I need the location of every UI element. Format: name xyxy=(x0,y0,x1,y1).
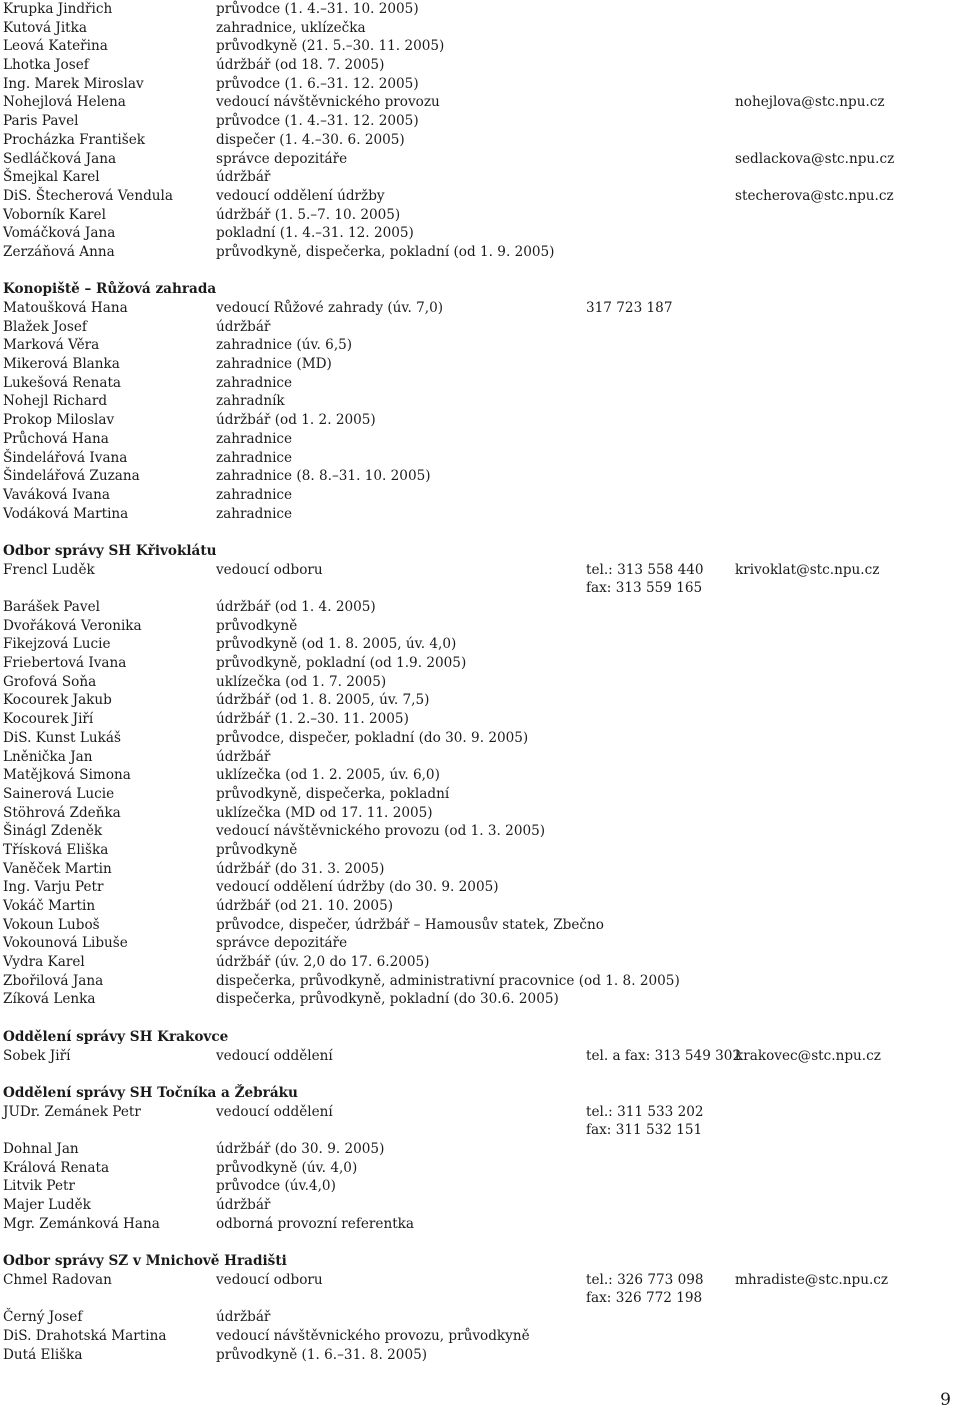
staff-row xyxy=(3,374,953,393)
staff-name: Mikerová Blanka xyxy=(3,356,120,373)
staff-row xyxy=(3,673,953,692)
staff-role: průvodce, dispečer, údržbář – Hamousův statek, Zbečno xyxy=(216,916,604,933)
staff-role: zahradnice xyxy=(216,486,293,503)
staff-row xyxy=(3,355,953,374)
staff-name: Zbořilová Jana xyxy=(3,972,104,989)
staff-row xyxy=(3,93,953,112)
staff-row xyxy=(3,243,953,262)
staff-row xyxy=(3,336,953,355)
section-heading-text: Oddělení správy SH Točníka a Žebráku xyxy=(3,1084,298,1101)
staff-row xyxy=(3,1196,953,1215)
staff-phone: tel.: 311 533 202 xyxy=(586,1103,704,1120)
staff-row xyxy=(3,1271,953,1290)
staff-row xyxy=(3,411,953,430)
staff-row xyxy=(3,430,953,449)
section-heading xyxy=(3,1252,953,1271)
staff-name: Lhotka Josef xyxy=(3,57,89,74)
staff-role: dispečer (1. 4.–30. 6. 2005) xyxy=(216,131,405,148)
staff-name: Leová Kateřina xyxy=(3,38,108,55)
staff-row xyxy=(3,392,953,411)
staff-email: sedlackova@stc.npu.cz xyxy=(735,150,895,167)
staff-role: údržbář xyxy=(216,1197,271,1213)
staff-name: Majer Luděk xyxy=(3,1197,91,1213)
staff-role: průvodkyně (21. 5.–30. 11. 2005) xyxy=(216,38,445,55)
staff-row xyxy=(3,467,953,486)
staff-role: vedoucí návštěvnického provozu (od 1. 3. 2005) xyxy=(216,823,546,840)
staff-role: průvodkyně xyxy=(216,841,298,858)
staff-name: Sainerová Lucie xyxy=(3,785,115,802)
staff-name: Kocourek Jakub xyxy=(3,692,112,709)
section-spacer xyxy=(3,1065,953,1084)
staff-row xyxy=(3,804,953,823)
staff-row xyxy=(3,1140,953,1159)
staff-row xyxy=(3,150,953,169)
staff-role: průvodce (úv.4,0) xyxy=(216,1178,336,1195)
staff-name: Dvořáková Veronika xyxy=(3,617,142,634)
staff-row xyxy=(3,897,953,916)
staff-row xyxy=(3,1289,953,1308)
staff-name: Šmejkal Karel xyxy=(3,169,100,186)
staff-row xyxy=(3,131,953,150)
staff-role: údržbář (od 21. 10. 2005) xyxy=(216,898,394,914)
staff-email: krivoklat@stc.npu.cz xyxy=(735,561,880,578)
staff-row xyxy=(3,953,953,972)
section-heading xyxy=(3,1084,953,1103)
staff-row xyxy=(3,224,953,243)
staff-role: vedoucí návštěvnického provozu xyxy=(216,94,440,111)
staff-role: údržbář xyxy=(216,169,271,186)
staff-row xyxy=(3,318,953,337)
staff-row xyxy=(3,934,953,953)
staff-row xyxy=(3,75,953,94)
staff-name: Vaváková Ivana xyxy=(3,486,110,503)
staff-name: Nohejlová Helena xyxy=(3,94,126,111)
staff-email: mhradiste@stc.npu.cz xyxy=(735,1271,889,1288)
staff-row xyxy=(3,112,953,131)
staff-role: správce depozitáře xyxy=(216,935,348,952)
staff-row xyxy=(3,990,953,1009)
staff-role: průvodkyně, pokladní (od 1.9. 2005) xyxy=(216,655,467,672)
staff-row xyxy=(3,449,953,468)
staff-role: uklízečka (od 1. 2. 2005, úv. 6,0) xyxy=(216,767,440,784)
staff-role: odborná provozní referentka xyxy=(216,1215,415,1232)
staff-role: údržbář xyxy=(216,318,271,335)
staff-name: Krupka Jindřich xyxy=(3,1,113,17)
staff-row xyxy=(3,299,953,318)
staff-row xyxy=(3,916,953,935)
staff-name: Matoušková Hana xyxy=(3,300,128,316)
staff-role: vedoucí oddělení xyxy=(216,1047,333,1064)
staff-role: dispečerka, průvodkyně, pokladní (do 30.6. 2005) xyxy=(216,991,559,1008)
staff-name: Chmel Radovan xyxy=(3,1271,112,1288)
staff-name: Průchová Hana xyxy=(3,430,109,447)
staff-role: průvodce (1. 6.–31. 12. 2005) xyxy=(216,75,419,92)
staff-name: Friebertová Ivana xyxy=(3,655,127,672)
staff-role: průvodkyně (od 1. 8. 2005, úv. 4,0) xyxy=(216,636,457,653)
staff-row xyxy=(3,0,953,19)
staff-row xyxy=(3,206,953,225)
staff-name: Dohnal Jan xyxy=(3,1140,79,1157)
staff-name: Mgr. Zemánková Hana xyxy=(3,1215,160,1232)
staff-row xyxy=(3,654,953,673)
section-heading-text: Konopiště – Růžová zahrada xyxy=(3,281,217,298)
staff-role: zahradnice xyxy=(216,449,293,466)
staff-row xyxy=(3,579,953,598)
staff-role: průvodce, dispečer, pokladní (do 30. 9. 2005) xyxy=(216,729,529,746)
staff-name: Voborník Karel xyxy=(3,206,106,223)
staff-row xyxy=(3,691,953,710)
staff-name: Blažek Josef xyxy=(3,318,87,335)
staff-role: údržbář (od 18. 7. 2005) xyxy=(216,57,385,74)
staff-phone: fax: 326 772 198 xyxy=(586,1290,703,1307)
staff-row xyxy=(3,635,953,654)
staff-name: Stöhrová Zdeňka xyxy=(3,804,121,821)
staff-row xyxy=(3,710,953,729)
staff-role: údržbář (od 1. 2. 2005) xyxy=(216,412,376,429)
staff-email: stecherova@stc.npu.cz xyxy=(735,187,894,204)
staff-role: údržbář (do 31. 3. 2005) xyxy=(216,860,385,877)
staff-name: Vomáčková Jana xyxy=(3,225,116,242)
staff-role: zahradnice xyxy=(216,505,293,522)
section-spacer xyxy=(3,523,953,542)
staff-row xyxy=(3,1177,953,1196)
staff-name: Kocourek Jiří xyxy=(3,711,94,728)
staff-row xyxy=(3,56,953,75)
staff-name: DiS. Kunst Lukáš xyxy=(3,729,121,746)
staff-row xyxy=(3,505,953,524)
staff-role: vedoucí odboru xyxy=(216,1271,323,1288)
staff-name: Zerzáňová Anna xyxy=(3,243,115,260)
staff-name: JUDr. Zemánek Petr xyxy=(3,1103,141,1120)
staff-row xyxy=(3,1327,953,1346)
staff-role: údržbář (1. 5.–7. 10. 2005) xyxy=(216,206,401,223)
staff-name: DiS. Drahotská Martina xyxy=(3,1327,167,1344)
staff-email: nohejlova@stc.npu.cz xyxy=(735,94,885,111)
staff-role: průvodkyně, dispečerka, pokladní (od 1. 9. 2005) xyxy=(216,243,555,260)
staff-role: vedoucí oddělení údržby xyxy=(216,187,385,204)
section-spacer xyxy=(3,1233,953,1252)
staff-row xyxy=(3,617,953,636)
staff-name: Marková Věra xyxy=(3,337,100,354)
staff-row xyxy=(3,972,953,991)
staff-name: DiS. Štecherová Vendula xyxy=(3,187,174,204)
staff-name: Šindelářová Zuzana xyxy=(3,468,140,485)
staff-role: průvodce (1. 4.–31. 10. 2005) xyxy=(216,1,419,17)
staff-role: zahradnice (8. 8.–31. 10. 2005) xyxy=(216,468,431,485)
staff-name: Vydra Karel xyxy=(3,954,85,971)
staff-name: Vokoun Luboš xyxy=(3,916,100,933)
staff-name: Ing. Marek Miroslav xyxy=(3,75,144,92)
staff-row xyxy=(3,561,953,580)
section-heading xyxy=(3,542,953,561)
staff-name: Vokáč Martin xyxy=(3,898,96,914)
staff-name: Nohejl Richard xyxy=(3,393,108,410)
staff-row xyxy=(3,168,953,187)
staff-name: Prokop Miloslav xyxy=(3,412,115,429)
staff-row xyxy=(3,598,953,617)
staff-role: zahradnice (MD) xyxy=(216,356,332,373)
staff-role: vedoucí odboru xyxy=(216,561,323,578)
staff-name: Dutá Eliška xyxy=(3,1346,83,1363)
staff-role: uklízečka (MD od 17. 11. 2005) xyxy=(216,804,433,821)
staff-name: Sobek Jiří xyxy=(3,1047,71,1064)
staff-name: Frencl Luděk xyxy=(3,561,95,578)
staff-name: Lukešová Renata xyxy=(3,374,122,391)
staff-role: vedoucí Růžové zahrady (úv. 7,0) xyxy=(216,300,444,316)
staff-role: průvodkyně, dispečerka, pokladní xyxy=(216,785,450,802)
staff-row xyxy=(3,1308,953,1327)
staff-role: zahradnice (úv. 6,5) xyxy=(216,337,353,354)
staff-role: vedoucí oddělení xyxy=(216,1103,333,1120)
staff-row xyxy=(3,841,953,860)
staff-name: Matějková Simona xyxy=(3,767,131,784)
staff-row xyxy=(3,1103,953,1122)
staff-role: údržbář (do 30. 9. 2005) xyxy=(216,1140,385,1157)
staff-role: pokladní (1. 4.–31. 12. 2005) xyxy=(216,225,414,242)
staff-role: průvodkyně (úv. 4,0) xyxy=(216,1159,358,1176)
staff-email: krakovec@stc.npu.cz xyxy=(735,1047,881,1064)
staff-name: Litvik Petr xyxy=(3,1178,75,1195)
staff-role: uklízečka (od 1. 7. 2005) xyxy=(216,673,387,690)
staff-name: Králová Renata xyxy=(3,1159,110,1176)
staff-phone: tel.: 313 558 440 xyxy=(586,561,704,578)
staff-phone: fax: 311 532 151 xyxy=(586,1122,703,1139)
section-heading-text: Odbor správy SH Křivoklátu xyxy=(3,542,217,559)
staff-role: dispečerka, průvodkyně, administrativní pracovnice (od 1. 8. 2005) xyxy=(216,972,680,989)
staff-name: Paris Pavel xyxy=(3,113,79,130)
staff-role: průvodkyně xyxy=(216,617,298,634)
staff-row xyxy=(3,729,953,748)
section-spacer xyxy=(3,262,953,281)
staff-role: správce depozitáře xyxy=(216,150,348,167)
staff-row xyxy=(3,1121,953,1140)
staff-row xyxy=(3,486,953,505)
staff-role: vedoucí návštěvnického provozu, průvodkyně xyxy=(216,1327,530,1344)
staff-row xyxy=(3,1047,953,1066)
staff-role: průvodce (1. 4.–31. 12. 2005) xyxy=(216,113,419,130)
staff-row xyxy=(3,19,953,38)
staff-name: Ing. Varju Petr xyxy=(3,879,104,896)
staff-role: údržbář xyxy=(216,1309,271,1326)
staff-row xyxy=(3,1159,953,1178)
staff-row xyxy=(3,860,953,879)
page-number: 9 xyxy=(940,1390,951,1410)
staff-role: údržbář (od 1. 4. 2005) xyxy=(216,599,376,615)
staff-row xyxy=(3,785,953,804)
staff-row xyxy=(3,878,953,897)
staff-name: Zíková Lenka xyxy=(3,991,96,1008)
staff-role: údržbář (1. 2.–30. 11. 2005) xyxy=(216,711,409,728)
section-spacer xyxy=(3,1009,953,1028)
staff-name: Vokounová Libuše xyxy=(3,935,128,952)
staff-role: údržbář (úv. 2,0 do 17. 6.2005) xyxy=(216,954,430,971)
staff-row xyxy=(3,1215,953,1234)
staff-phone: 317 723 187 xyxy=(586,300,673,316)
staff-row xyxy=(3,37,953,56)
staff-name: Vodáková Martina xyxy=(3,505,129,522)
staff-phone: tel.: 326 773 098 xyxy=(586,1271,704,1288)
staff-row xyxy=(3,1346,953,1365)
staff-name: Grofová Soňa xyxy=(3,673,97,690)
staff-role: vedoucí oddělení údržby (do 30. 9. 2005) xyxy=(216,879,499,896)
staff-role: průvodkyně (1. 6.–31. 8. 2005) xyxy=(216,1346,428,1363)
staff-row xyxy=(3,766,953,785)
staff-name: Šinágl Zdeněk xyxy=(3,823,103,840)
staff-role: zahradnice xyxy=(216,430,293,447)
staff-name: Třísková Eliška xyxy=(3,841,109,858)
section-heading-text: Oddělení správy SH Krakovce xyxy=(3,1028,229,1045)
staff-name: Procházka František xyxy=(3,131,145,148)
staff-directory xyxy=(3,0,953,1364)
staff-row xyxy=(3,187,953,206)
staff-name: Vaněček Martin xyxy=(3,860,112,877)
staff-role: zahradnice xyxy=(216,374,293,391)
section-heading xyxy=(3,1028,953,1047)
staff-name: Černý Josef xyxy=(3,1309,83,1326)
section-heading xyxy=(3,280,953,299)
staff-name: Sedláčková Jana xyxy=(3,150,117,167)
staff-phone: fax: 313 559 165 xyxy=(586,580,703,597)
staff-name: Fikejzová Lucie xyxy=(3,636,111,653)
staff-row xyxy=(3,822,953,841)
staff-role: údržbář (od 1. 8. 2005, úv. 7,5) xyxy=(216,692,430,709)
staff-name: Kutová Jitka xyxy=(3,19,87,36)
staff-phone: tel. a fax: 313 549 302 xyxy=(586,1047,742,1064)
staff-role: zahradnice, uklízečka xyxy=(216,19,366,36)
staff-role: údržbář xyxy=(216,748,271,765)
staff-role: zahradník xyxy=(216,393,285,410)
section-heading-text: Odbor správy SZ v Mnichově Hradišti xyxy=(3,1253,287,1270)
staff-name: Lněnička Jan xyxy=(3,748,93,765)
staff-name: Šindelářová Ivana xyxy=(3,449,128,466)
staff-name: Barášek Pavel xyxy=(3,599,100,615)
staff-row xyxy=(3,748,953,767)
